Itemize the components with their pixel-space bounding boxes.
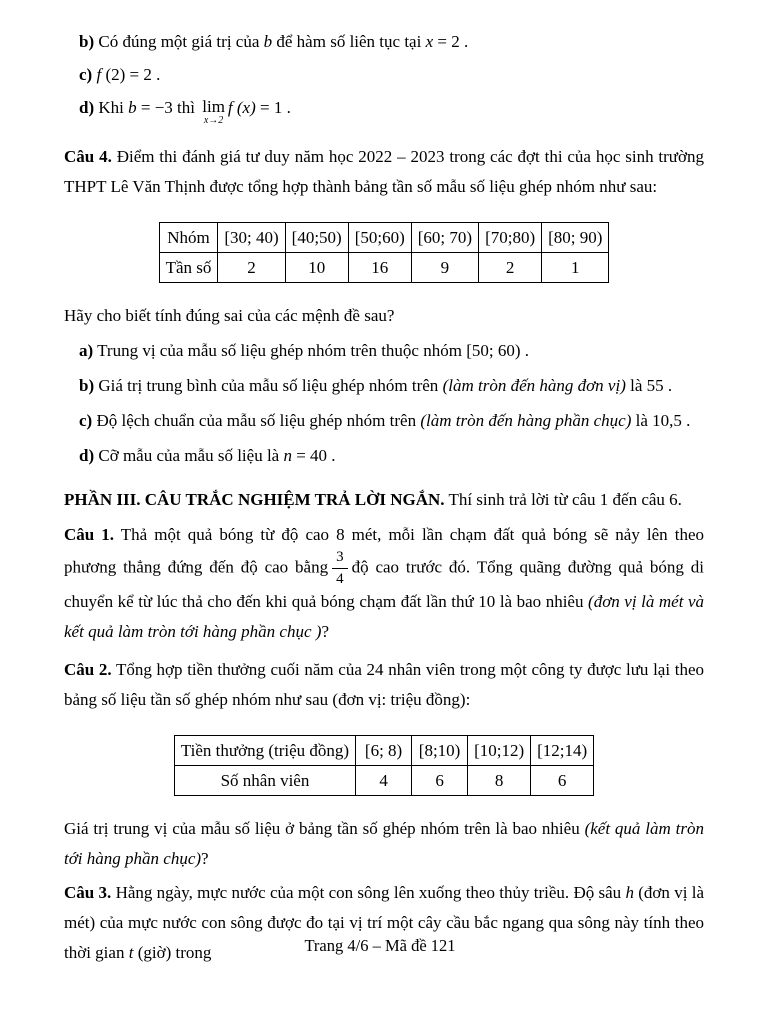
page-footer: Trang 4/6 – Mã đề 121 bbox=[304, 936, 456, 955]
question-2-label: Câu 2. bbox=[64, 660, 112, 679]
table-cell: 6 bbox=[531, 766, 594, 796]
statement-label: d) bbox=[79, 446, 95, 465]
table-cell: [8;10) bbox=[412, 736, 468, 766]
table-row-label: Số nhân viên bbox=[174, 766, 355, 796]
fraction-numerator: 3 bbox=[336, 549, 344, 565]
question-2-prompt bbox=[64, 814, 704, 874]
statement-b-top bbox=[79, 30, 704, 54]
question-2-text: Tổng hợp tiền thưởng cuối năm của 24 nhân viên trong một công ty được lưu lại theo bảng số liệu tần số ghép nhóm như sau (đơn vị: triệu đồng): bbox=[64, 660, 705, 709]
statement-label: b) bbox=[79, 376, 95, 395]
table-cell: [40;50) bbox=[285, 223, 348, 253]
statement-text: để hàm số liên tục tại bbox=[272, 32, 426, 51]
table-corner-cell: Nhóm bbox=[159, 223, 218, 253]
question-2-prompt-text: ? bbox=[201, 849, 209, 868]
table-cell: [6; 8) bbox=[356, 736, 412, 766]
question-1-text: ? bbox=[321, 622, 329, 641]
statement-d bbox=[79, 444, 704, 468]
question-3-text: (giờ) trong bbox=[133, 943, 212, 962]
table-row-groups bbox=[174, 736, 593, 766]
statement-c bbox=[79, 409, 704, 433]
statement-a bbox=[79, 339, 704, 363]
math-text: = 1 . bbox=[255, 98, 291, 117]
math-text: (2) = 2 . bbox=[101, 65, 161, 84]
math-variable: h bbox=[625, 883, 634, 902]
statement-text: là 55 . bbox=[625, 376, 673, 395]
math-variable: n bbox=[283, 446, 292, 465]
part-3-heading-rest: Thí sinh trả lời từ câu 1 đến câu 6. bbox=[444, 490, 682, 509]
question-3-text: Hằng ngày, mực nước của một con sông lên xuống theo thủy triều. Độ sâu bbox=[111, 883, 626, 902]
table-cell: 10 bbox=[285, 253, 348, 283]
limit-subscript: x→2 bbox=[203, 115, 224, 126]
question-4-intro bbox=[64, 142, 704, 202]
math-variable: b bbox=[128, 98, 137, 117]
question-3-label: Câu 3. bbox=[64, 883, 112, 902]
math-variable: b bbox=[263, 32, 273, 51]
cau2-frequency-table bbox=[174, 735, 594, 796]
statement-text: là 10,5 . bbox=[631, 411, 691, 430]
limit-operator: lim bbox=[202, 97, 225, 116]
statement-text: Cỡ mẫu của mẫu số liệu là bbox=[94, 446, 284, 465]
fraction-three-quarters bbox=[332, 550, 348, 587]
cau4-frequency-table bbox=[159, 222, 610, 283]
question-4-text: Điểm thi đánh giá tư duy năm học 2022 – 2023 trong các đợt thi của học sinh trường THPT Lê Văn Thịnh được tổng hợp thành bảng tần số mẫu số liệu ghép nhóm như sau: bbox=[64, 147, 705, 196]
table-cell: 6 bbox=[412, 766, 468, 796]
part-3-heading bbox=[64, 488, 704, 512]
statement-text: Có đúng một giá trị của bbox=[94, 32, 264, 51]
math-interval: [50; 60) bbox=[466, 341, 521, 360]
question-1-note-italic: (đơn vị là mét và kết quả làm tròn tới hàng phần chục ) bbox=[64, 592, 704, 641]
math-text: = 40 . bbox=[291, 446, 336, 465]
table-cell: [80; 90) bbox=[542, 223, 609, 253]
table-cell: [30; 40) bbox=[218, 223, 285, 253]
question-2-prompt-text: Giá trị trung vị của mẫu số liệu ở bảng tần số ghép nhóm trên là bao nhiêu bbox=[64, 819, 585, 838]
math-text: = −3 thì bbox=[136, 98, 200, 117]
math-variable: t bbox=[128, 943, 134, 962]
fraction-denominator: 4 bbox=[332, 568, 348, 587]
part-3-heading-bold: PHẦN III. CÂU TRẮC NGHIỆM TRẢ LỜI NGẮN. bbox=[64, 490, 445, 509]
table-row-label: Tần số bbox=[159, 253, 218, 283]
math-function: f (x) bbox=[227, 98, 256, 117]
page-content bbox=[64, 30, 704, 968]
statement-note-italic: (làm tròn đến hàng đơn vị) bbox=[442, 376, 626, 395]
table-cell: 2 bbox=[479, 253, 542, 283]
statement-text: Khi bbox=[94, 98, 129, 117]
table-cell: [60; 70) bbox=[411, 223, 478, 253]
question-1 bbox=[64, 520, 704, 647]
statement-label: b) bbox=[79, 32, 95, 51]
statement-text: Trung vị của mẫu số liệu ghép nhóm trên thuộc nhóm bbox=[93, 341, 467, 360]
statement-text: Giá trị trung bình của mẫu số liệu ghép nhóm trên bbox=[94, 376, 443, 395]
table-cell: [70;80) bbox=[479, 223, 542, 253]
statement-text: . bbox=[520, 341, 529, 360]
statement-d-top bbox=[79, 96, 704, 126]
limit-notation bbox=[202, 98, 225, 126]
table-cell: 2 bbox=[218, 253, 285, 283]
question-1-text: độ cao trước đó. Tổng quãng đường quả bóng di chuyển kể từ lúc thả cho đến khi quả bóng chạm đất lần thứ 10 là bao nhiêu bbox=[64, 557, 704, 611]
question-4-label: Câu 4. bbox=[64, 147, 112, 166]
math-variable: f bbox=[96, 65, 102, 84]
question-4-prompt: Hãy cho biết tính đúng sai của các mệnh đề sau? bbox=[64, 306, 395, 325]
statement-b bbox=[79, 374, 704, 398]
question-3-text: (đơn vị là mét) của mực nước con sông được đo tại vị trí một cây cầu bắc ngang qua sông này tính theo thời gian bbox=[64, 883, 704, 962]
statement-c-top bbox=[79, 63, 704, 87]
table-row-counts bbox=[174, 766, 593, 796]
table-row-groups bbox=[159, 223, 609, 253]
table-cell: 16 bbox=[348, 253, 411, 283]
question-1-label: Câu 1. bbox=[64, 525, 115, 544]
table-cell: [50;60) bbox=[348, 223, 411, 253]
statement-label: d) bbox=[79, 98, 95, 117]
table-cell: [10;12) bbox=[468, 736, 531, 766]
table-cell: 1 bbox=[542, 253, 609, 283]
statement-note-italic: (làm tròn đến hàng phần chục) bbox=[420, 411, 632, 430]
table-cell: 8 bbox=[468, 766, 531, 796]
table-cell: [12;14) bbox=[531, 736, 594, 766]
statement-label: c) bbox=[79, 411, 93, 430]
question-2-note-italic: (kết quả làm tròn tới hàng phần chục) bbox=[64, 819, 704, 868]
table-cell: 9 bbox=[411, 253, 478, 283]
math-variable: x bbox=[425, 32, 434, 51]
table-corner-cell: Tiền thưởng (triệu đồng) bbox=[174, 736, 355, 766]
statement-label: c) bbox=[79, 65, 93, 84]
statement-text: Độ lệch chuẩn của mẫu số liệu ghép nhóm trên bbox=[92, 411, 421, 430]
table-row-frequencies bbox=[159, 253, 609, 283]
question-1-text: Thả một quả bóng từ độ cao 8 mét, mỗi lần chạm đất quả bóng sẽ nảy lên theo phương thẳng đứng đến độ cao bằng bbox=[64, 525, 704, 577]
table-cell: 4 bbox=[356, 766, 412, 796]
question-2-intro bbox=[64, 655, 704, 715]
statement-label: a) bbox=[79, 341, 94, 360]
math-text: = 2 . bbox=[433, 32, 469, 51]
